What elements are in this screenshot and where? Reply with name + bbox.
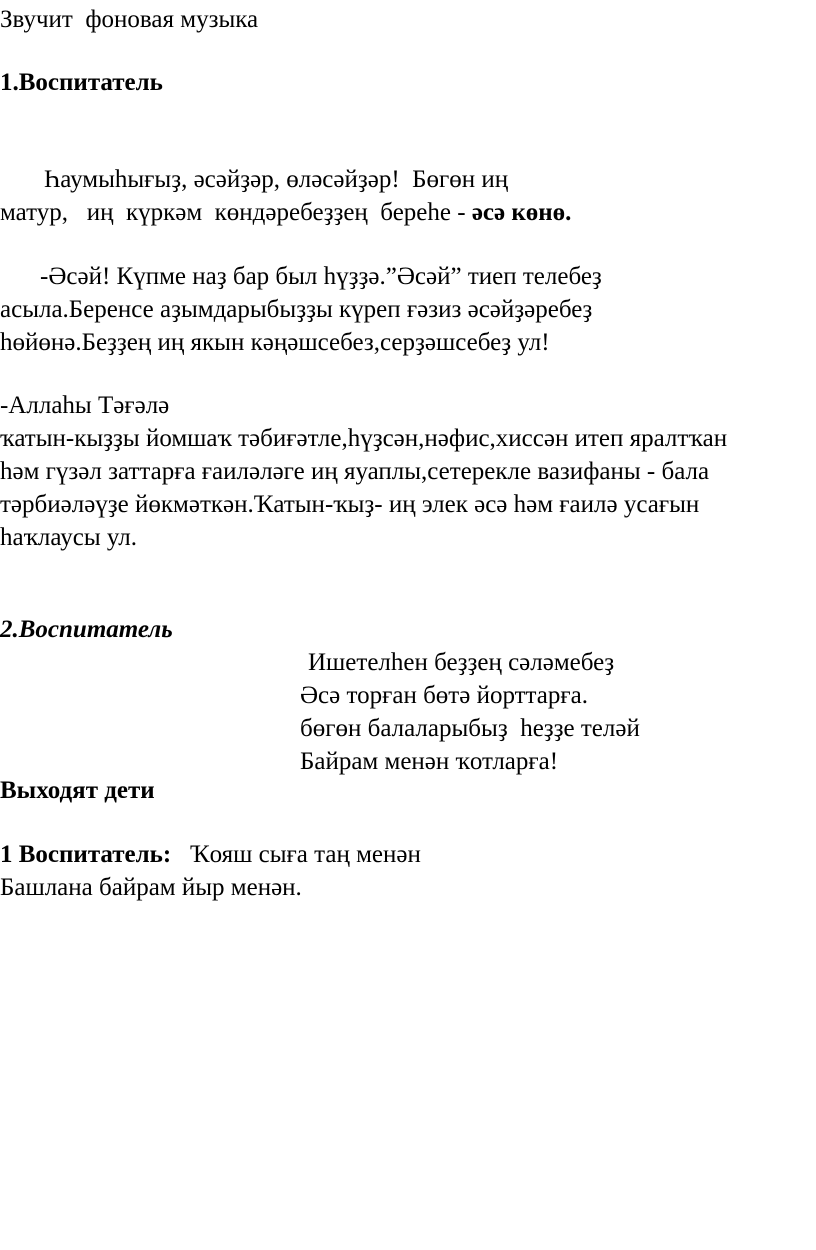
section1-heading: 1.Воспитатель bbox=[0, 69, 163, 96]
speaker-line bbox=[0, 838, 421, 871]
women-para-line-1: ҡатын-кыҙҙы йомшаҡ тәбиғәтле,һүҙсән,нәфис,хиссән итеп яралтҡан bbox=[0, 425, 728, 452]
poem-line-4: Байрам менән ҡотларға! bbox=[300, 748, 559, 775]
women-para-line-4: һаҡлаусы ул. bbox=[0, 524, 137, 551]
exit-line: Выходят дети bbox=[0, 777, 155, 804]
section2-heading: 2.Воспитатель bbox=[0, 616, 173, 643]
holiday-line: Башлана байрам йыр менән. bbox=[0, 874, 302, 901]
mother-para-line-3: һөйөнә.Беҙҙең иң якын кәңәшсебез,серҙәшсебеҙ ул! bbox=[0, 329, 550, 356]
allah-line: -Аллаһы Тәғәлә bbox=[0, 392, 170, 419]
mother-para-line-1: -Әсәй! Күпме наҙ бар был һүҙҙә.”Әсәй” тиеп телебеҙ bbox=[40, 263, 602, 290]
greeting-line-2 bbox=[0, 196, 571, 229]
intro-line: Звучит фоновая музыка bbox=[0, 6, 259, 33]
greeting-line-1: Һаумыһығыҙ, әсәйҙәр, өләсәйҙәр! Бөгөн иң bbox=[44, 166, 509, 193]
poem-line-2: Әсә торған бөтә йорттарға. bbox=[300, 682, 588, 709]
poem-line-3: бөгөн балаларыбыҙ һеҙҙе теләй bbox=[300, 715, 640, 742]
speaker-label: 1 Воспитатель: bbox=[0, 841, 172, 868]
sun-line: Ҡояш сыға таң менән bbox=[171, 841, 421, 868]
poem-line-1: Ишетелһен беҙҙең сәләмебеҙ bbox=[308, 649, 615, 676]
women-para-line-2: һәм гүзәл заттарға ғаиләләге иң яуаплы,сетерекле вазифаны - бала bbox=[0, 458, 710, 485]
women-para-line-3: тәрбиәләүҙе йөкмәткән.Ҡатын-ҡыҙ- иң элек әсә һәм ғаилә усағын bbox=[0, 491, 700, 518]
mothers-day-bold: әсә көнө. bbox=[471, 199, 572, 226]
greeting-line-2-text: матур, иң күркәм көндәребеҙҙең береһе - bbox=[0, 199, 472, 226]
mother-para-line-2: асыла.Беренсе аҙымдарыбыҙҙы күреп ғәзиз әсәйҙәребеҙ bbox=[0, 296, 593, 323]
